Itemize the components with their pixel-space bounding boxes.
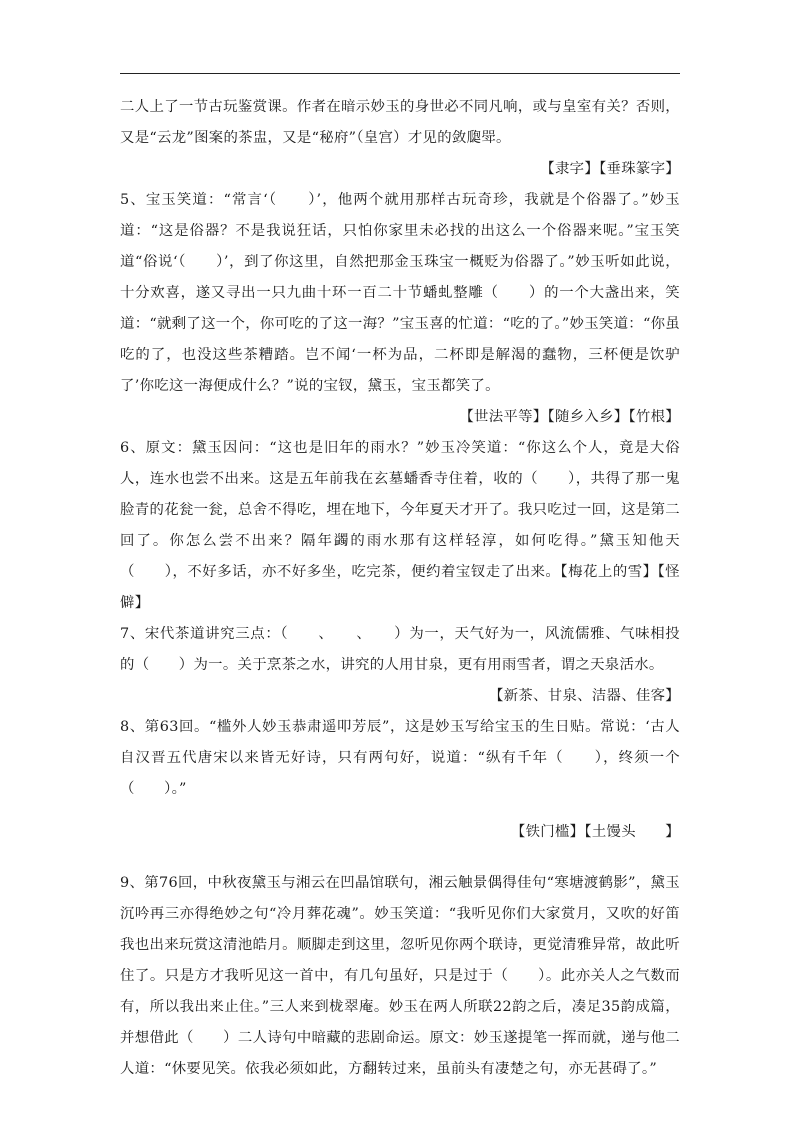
document-body	[120, 92, 680, 1085]
question-9: 9、第76回，中秋夜黛玉与湘云在凹晶馆联句，湘云触景偶得佳句“寒塘渡鹤影”，黛玉沉吟再三亦得绝妙之句“冷月葬花魂”。妙玉笑道：“我听见你们大家赏月，又吹的好笛我也出来玩赏这清池皓月。顺脚走到这里，忽听见你两个联诗，更觉清雅异常，故此听住了。只是方才我听见这一首中，有几句虽好，只是过于（ ）。此亦关人之气数而有，所以我出来止住。”三人来到栊翠庵。妙玉在两人所联22韵之后，凑足35韵成篇，并想借此（ ）二人诗句中暗藏的悲剧命运。原文：妙玉遂提笔一挥而就，递与他二人道：“休要见笑。依我必须如此，方翻转过来，虽前头有凄楚之句，亦无甚碍了。”	[120, 875, 680, 1077]
question-5-answer: 【世法平等】【随乡入乡】【竹根】	[459, 409, 680, 425]
question-6: 6、原文：黛玉因问：“这也是旧年的雨水？”妙玉冷笑道：“你这么个人，竟是大俗人，连水也尝不出来。这是五年前我在玄墓蟠香寺住着，收的（ ），共得了那一鬼脸青的花瓮一瓮，总舍不得吃，埋在地下，今年夏天才开了。我只吃过一回，这是第二回了。你怎么尝不出来？隔年蠲的雨水那有这样轻淳，如何吃得。”黛玉知他天（ ），不好多话，亦不好多坐，吃完茶，便约着宝钗走了出来。【梅花上的雪】【怪僻】	[120, 440, 680, 611]
spacer	[120, 848, 680, 868]
header-rule	[120, 73, 680, 74]
intro-answer: 【隶字】【垂珠篆字】	[540, 161, 680, 177]
spacer	[120, 805, 680, 817]
question-8-answer: 【铁门槛】【土馒头 】	[510, 824, 680, 840]
question-5: 5、宝玉笑道：“常言‘（ ）’，他两个就用那样古玩奇珍，我就是个俗器了。”妙玉道：“这是俗器？不是我说狂话，只怕你家里未必找的出这么一个俗器来呢。”宝玉笑道“俗说‘（ ）’，到了你这里，自然把那金玉珠宝一概贬为俗器了。”妙玉听如此说，十分欢喜，遂又寻出一只九曲十环一百二十节蟠虬整雕（ ）的一个大盏出来，笑道：“就剩了这一个，你可吃的了这一海？”宝玉喜的忙道：“吃的了。”妙玉笑道：“你虽吃的了，也没这些茶糟踏。岂不闻‘一杯为品，二杯即是解渴的蠢物，三杯便是饮驴了’你吃这一海便成什么？”说的宝钗，黛玉，宝玉都笑了。	[120, 192, 680, 394]
intro-paragraph: 二人上了一节古玩鉴赏课。作者在暗示妙玉的身世必不同凡响，或与皇室有关？否则，又是“云龙”图案的茶盅，又是“秘府”（皇宫）才见的敛瓟斝。	[120, 99, 680, 146]
question-7: 7、宋代茶道讲究三点：（ 、 、 ）为一，天气好为一，风流儒雅、气味相投的（ ）为一。关于烹茶之水，讲究的人用甘泉，更有用雨雪者，谓之天泉活水。	[120, 626, 680, 673]
question-8: 8、第63回。“槛外人妙玉恭肃遥叩芳辰”，这是妙玉写给宝玉的生日贴。常说：‘古人自汉晋五代唐宋以来皆无好诗，只有两句好，说道：“纵有千年（ ），终须一个（ ）。”	[120, 719, 680, 797]
question-7-answer: 【新茶、甘泉、洁器、佳客】	[489, 688, 680, 704]
